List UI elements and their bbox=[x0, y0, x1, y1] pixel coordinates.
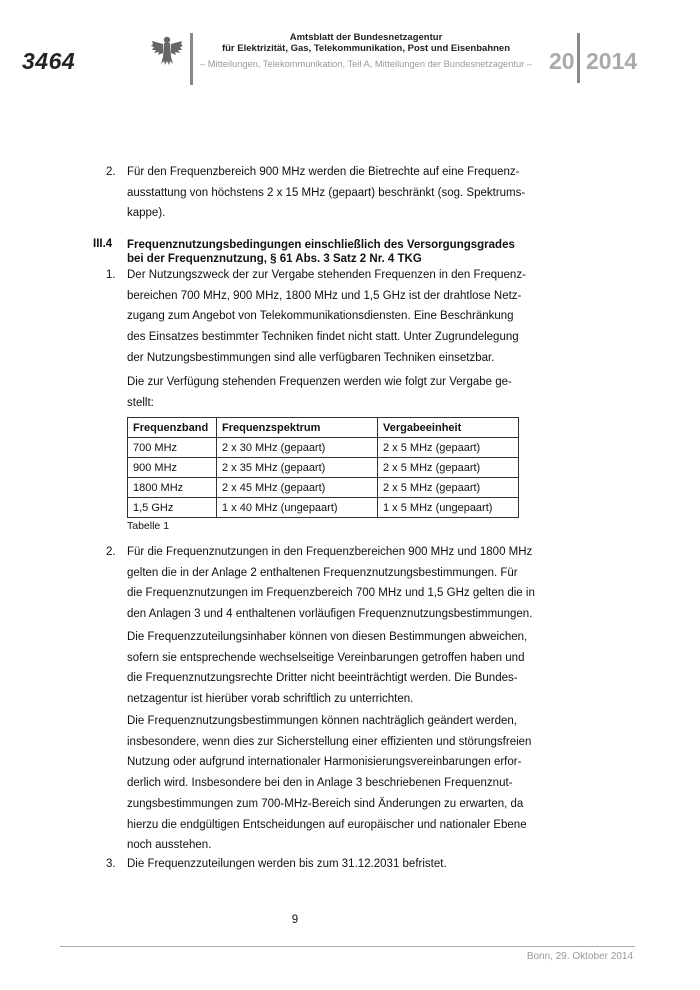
text-line: zugang zum Angebot von Telekommunikationsdiensten. Eine Beschränkung bbox=[127, 310, 514, 323]
text-line: des Einsatzes bestimmter Techniken findet nicht statt. Unter Zugrundelegung bbox=[127, 331, 519, 344]
text-line: Nutzung oder aufgrund internationaler Harmonisierungsvereinbarungen erfor- bbox=[127, 756, 522, 769]
list-number: 2. bbox=[106, 166, 116, 178]
list-item-text bbox=[127, 162, 557, 224]
list-number: 2. bbox=[106, 546, 116, 558]
text-line: der Nutzungsbestimmungen sind alle verfügbaren Techniken einsetzbar. bbox=[127, 351, 495, 364]
gazette-title-line-2: für Elektrizität, Gas, Telekommunikation, Post und Eisenbahnen bbox=[221, 43, 511, 54]
text-line: gelten die in der Anlage 2 enthaltenen Frequenznutzungsbestimmungen. Für bbox=[127, 566, 518, 579]
table-cell: 2 x 5 MHz (gepaart) bbox=[378, 478, 519, 498]
table-cell: 900 MHz bbox=[128, 458, 217, 478]
table-cell: 1 x 40 MHz (ungepaart) bbox=[217, 498, 378, 518]
text-line: Der Nutzungszweck der zur Vergabe stehenden Frequenzen in den Frequenz- bbox=[127, 269, 526, 281]
text-line: Für den Frequenzbereich 900 MHz werden die Bietrechte auf eine Frequenz- bbox=[127, 166, 520, 178]
table-intro bbox=[127, 372, 567, 413]
text-line: bereichen 700 MHz, 900 MHz, 1800 MHz und 1,5 GHz ist der drahtlose Netz- bbox=[127, 289, 522, 302]
header-divider bbox=[190, 33, 193, 85]
text-line: stellt: bbox=[127, 396, 154, 409]
text-line: Die zur Verfügung stehenden Frequenzen werden wie folgt zur Vergabe ge- bbox=[127, 376, 512, 388]
list-item-text bbox=[127, 542, 567, 625]
text-line: zungsbestimmungen zum 700-MHz-Bereich sind Änderungen zu erwarten, da bbox=[127, 797, 524, 810]
text-line: hierzu die endgültigen Entscheidungen auf europäischer und nationaler Ebene bbox=[127, 818, 527, 831]
section-number: III.4 bbox=[93, 238, 113, 250]
table-cell: 1 x 5 MHz (ungepaart) bbox=[378, 498, 519, 518]
table-header: Vergabeeinheit bbox=[378, 418, 519, 438]
list-number: 1. bbox=[106, 269, 116, 281]
footer-divider bbox=[60, 946, 635, 947]
text-line: noch ausstehen. bbox=[127, 839, 212, 852]
table-cell: 2 x 45 MHz (gepaart) bbox=[217, 478, 378, 498]
gazette-subtitle: – Mitteilungen, Telekommunikation, Teil A, Mitteilungen der Bundesnetzagentur – bbox=[200, 59, 532, 69]
text-line: die Frequenznutzungen im Frequenzbereich 700 MHz und 1,5 GHz gelten die in bbox=[127, 587, 535, 600]
text-line: netzagentur ist hierüber vorab schriftlich zu unterrichten. bbox=[127, 693, 414, 706]
federal-eagle-icon bbox=[150, 33, 184, 67]
text-line: kappe). bbox=[127, 207, 166, 220]
list-item-text bbox=[127, 265, 567, 369]
table-cell: 2 x 30 MHz (gepaart) bbox=[217, 438, 378, 458]
frequency-table bbox=[127, 417, 519, 518]
table-header-row bbox=[128, 418, 519, 438]
issue-number: 20 bbox=[549, 48, 575, 74]
text-line: derlich wird. Insbesondere bei den in Anlage 3 beschriebenen Frequenznut- bbox=[127, 777, 513, 790]
paragraph bbox=[127, 627, 567, 710]
heading-line: Frequenznutzungsbedingungen einschließlich des Versorgungsgrades bbox=[127, 239, 515, 251]
paragraph bbox=[127, 711, 567, 856]
table-cell: 700 MHz bbox=[128, 438, 217, 458]
table-cell: 2 x 5 MHz (gepaart) bbox=[378, 458, 519, 478]
issue-year: 2014 bbox=[586, 48, 638, 74]
table-cell: 1,5 GHz bbox=[128, 498, 217, 518]
text-line: Für die Frequenznutzungen in den Frequenzbereichen 900 MHz und 1800 MHz bbox=[127, 546, 533, 558]
footer-place-date: Bonn, 29. Oktober 2014 bbox=[526, 951, 633, 962]
table-cell: 1800 MHz bbox=[128, 478, 217, 498]
gazette-page-number: 3464 bbox=[22, 48, 76, 74]
text-line: insbesondere, wenn dies zur Sicherstellung einer effizienten und störungsfreien bbox=[127, 735, 532, 748]
table-row bbox=[128, 458, 519, 478]
table-caption: Tabelle 1 bbox=[127, 520, 170, 532]
table-cell: 2 x 35 MHz (gepaart) bbox=[217, 458, 378, 478]
text-line: sofern sie entsprechende wechselseitige Vereinbarungen getroffen haben und bbox=[127, 651, 525, 664]
document-page-number: 9 bbox=[291, 914, 299, 926]
table-cell: 2 x 5 MHz (gepaart) bbox=[378, 438, 519, 458]
issue-divider bbox=[577, 33, 580, 83]
heading-line: bei der Frequenznutzung, § 61 Abs. 3 Satz 2 Nr. 4 TKG bbox=[127, 253, 422, 265]
table-row bbox=[128, 498, 519, 518]
gazette-title-line-1: Amtsblatt der Bundesnetzagentur bbox=[289, 32, 443, 43]
section-heading bbox=[127, 238, 567, 266]
text-line: Die Frequenznutzungsbestimmungen können nachträglich geändert werden, bbox=[127, 715, 517, 727]
list-number: 3. bbox=[106, 858, 116, 870]
list-item-text: Die Frequenzzuteilungen werden bis zum 31.12.2031 befristet. bbox=[127, 858, 447, 870]
table-header: Frequenzspektrum bbox=[217, 418, 378, 438]
table-row bbox=[128, 478, 519, 498]
text-line: die Frequenznutzungsrechte Dritter nicht beeinträchtigt werden. Die Bundes- bbox=[127, 672, 518, 685]
text-line: Die Frequenzzuteilungsinhaber können von diesen Bestimmungen abweichen, bbox=[127, 631, 528, 643]
table-row bbox=[128, 438, 519, 458]
table-header: Frequenzband bbox=[128, 418, 217, 438]
text-line: den Anlagen 3 und 4 enthaltenen vorläufigen Frequenznutzungsbestimmungen. bbox=[127, 608, 533, 621]
text-line: ausstattung von höchstens 2 x 15 MHz (gepaart) beschränkt (sog. Spektrums- bbox=[127, 186, 526, 199]
